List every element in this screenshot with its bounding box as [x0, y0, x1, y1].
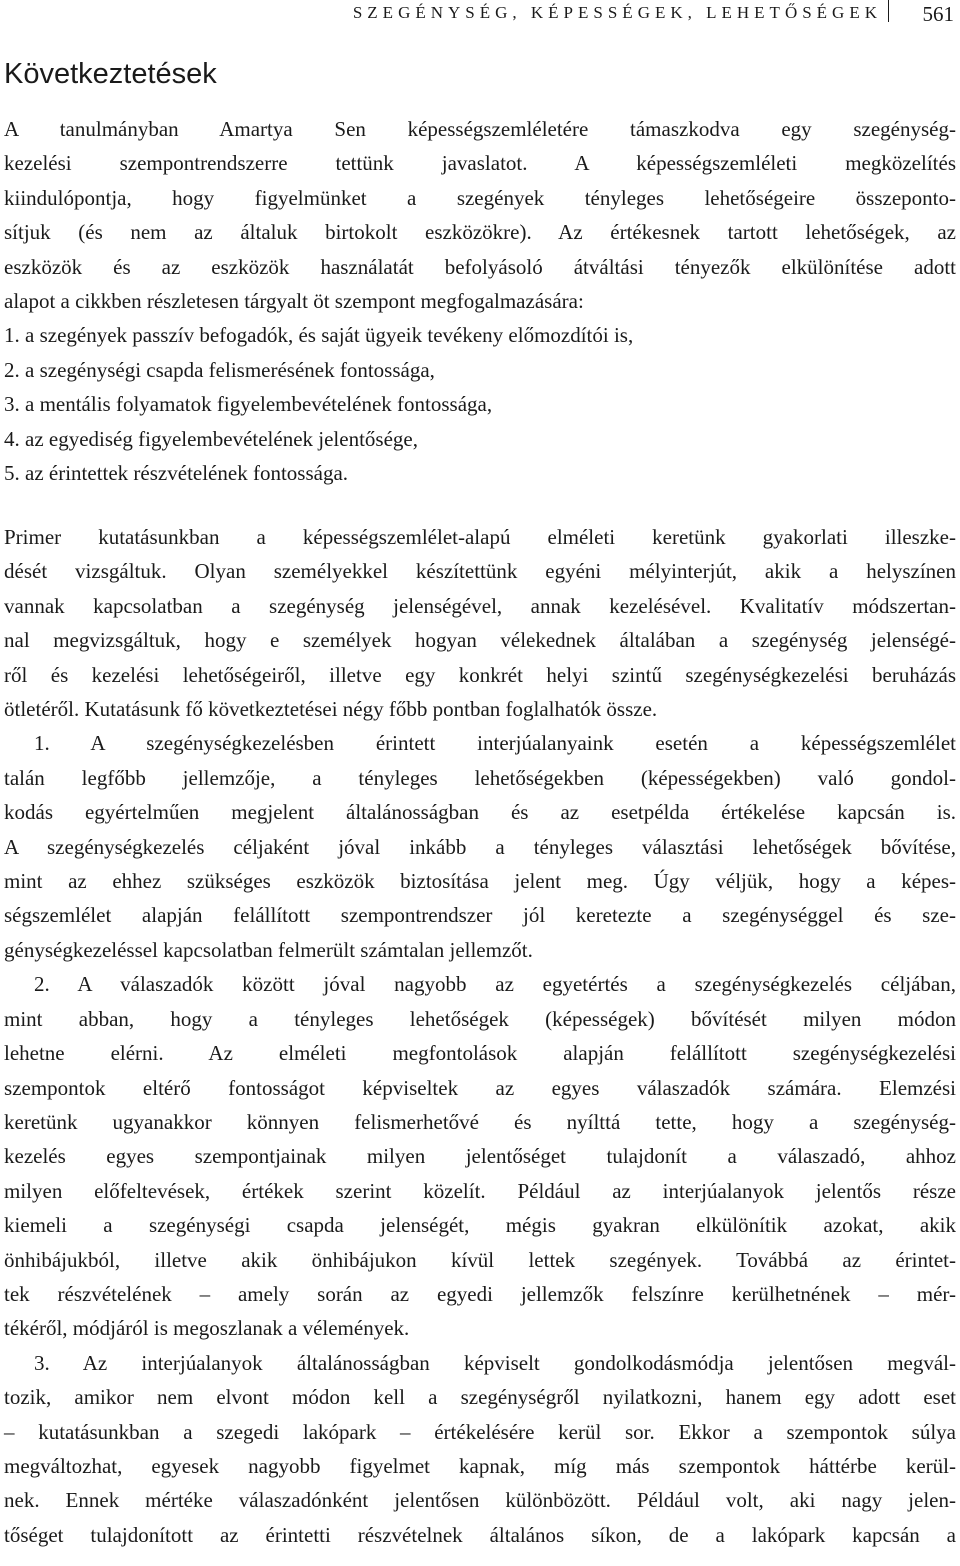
list-item: 1. a szegények passzív befogadók, és saját ügyeik tevékeny előmozdítói is,	[4, 323, 634, 348]
text-line: A szegénységkezelés céljaként jóval inkább a tényleges választási lehetőségek bővítése,	[4, 834, 956, 859]
list-item: 4. az egyediség figyelembevételének jelentősége,	[4, 426, 418, 451]
text-line: 2. A válaszadók között jóval nagyobb az egyetértés a szegénységkezelés céljában,	[34, 972, 956, 997]
text-line: 1. A szegénységkezelésben érintett interjúalanyaink esetén a képességszemlélet	[34, 731, 956, 756]
text-line: kodás egyértelműen megjelent általánosságban és az esetpélda értékelése kapcsán is.	[4, 800, 956, 825]
text-line: megváltozhat, egyesek nagyobb figyelmet kapnak, míg más szempontok háttérbe kerül-	[4, 1453, 956, 1478]
text-line: szempontok eltérő fontosságot képviseltek az egyes válaszadók számára. Elemzési	[4, 1075, 956, 1100]
text-line: ről és kezelési lehetőségeiről, illetve egy konkrét helyi szintű szegénységkezelési beruházás	[4, 662, 956, 687]
text-line: dését vizsgáltuk. Olyan személyekkel készítettünk egyéni mélyinterjút, akik a helyszínen	[4, 559, 956, 584]
text-line: sítjuk (és nem az általuk birtokolt eszközökre). Az értékesnek tartott lehetőségek, az	[4, 220, 956, 245]
section-heading: Következtetések	[4, 58, 217, 90]
text-line: tozik, amikor nem elvont módon kell a szegénységről nyilatkozni, hanem egy adott eset	[4, 1385, 956, 1410]
text-line: kiemeli a szegénységi csapda jelenségét, mégis gyakran elkülönítik azokat, akik	[4, 1213, 956, 1238]
text-line: tékéről, módjáról is megoszlanak a vélemények.	[4, 1316, 410, 1341]
intro-paragraph	[4, 112, 956, 490]
text-line: alapot a cikkben részletesen tárgyalt öt szempont megfogalmazására:	[4, 289, 584, 314]
text-line: önhibájukból, illetve akik önhibájukon kívül lettek szegények. Továbbá az érintet-	[4, 1247, 956, 1272]
text-line: tőséget tulajdonított az érintetti részvételnek általános síkon, de a lakópark kapcsán a	[4, 1522, 956, 1547]
text-line: A tanulmányban Amartya Sen képességszemléletére támaszkodva egy szegénység-	[4, 117, 956, 141]
text-line: kiindulópontja, hogy figyelmünket a szegények tényleges lehetőségeire összeponto-	[4, 185, 956, 210]
running-header	[0, 0, 960, 40]
text-line: keretünk ugyanakkor könnyen felismerhetővé és nyílttá tette, hogy a szegénység-	[4, 1109, 956, 1134]
text-line: – kutatásunkban a szegedi lakópark – értékelésére kerül sor. Ekkor a szempontok súlya	[4, 1419, 956, 1444]
text-line: génységkezeléssel kapcsolatban felmerült számtalan jellemzőt.	[4, 937, 533, 962]
text-line: nal megvizsgáltuk, hogy e személyek hogyan vélekednek általában a szegénység jelenségé-	[4, 628, 956, 653]
text-line: nek. Ennek mértéke válaszadónként jelentősen különbözött. Például volt, aki nagy jelen-	[4, 1488, 956, 1513]
list-item: 2. a szegénységi csapda felismerésének fontossága,	[4, 357, 435, 382]
text-line: kezelési szempontrendszerre tettünk javaslatot. A képességszemléleti megközelítés	[4, 151, 956, 176]
text-line: ségszemlélet alapján felállított szempontrendszer jól keretezte a szegénységgel és sze-	[4, 903, 956, 928]
text-line: mint abban, hogy a tényleges lehetőségek (képességek) bővítését milyen módon	[4, 1006, 956, 1031]
text-line: Primer kutatásunkban a képességszemlélet-alapú elméleti keretünk gyakorlati illeszke-	[4, 525, 956, 549]
page-number: 561	[922, 2, 954, 26]
text-line: tek részvételének – amely során az egyedi jellemzők felszínre kerülhetnének – mér-	[4, 1281, 956, 1306]
text-line: vannak kapcsolatban a szegénység jelenségével, annak kezelésével. Kvalitatív módszertan-	[4, 593, 956, 618]
text-line: milyen előfeltevések, értékek szerint közelít. Például az interjúalanyok jelentős része	[4, 1178, 956, 1203]
running-title: SZEGÉNYSÉG, KÉPESSÉGEK, LEHETŐSÉGEK	[352, 3, 882, 22]
body-text	[4, 520, 956, 1552]
text-line: 3. Az interjúalanyok általánosságban képviselt gondolkodásmódja jelentősen megvál-	[34, 1350, 956, 1375]
list-item: 5. az érintettek részvételének fontossága.	[4, 461, 349, 486]
header-divider	[888, 0, 889, 22]
text-line: talán legfőbb jellemzője, a tényleges lehetőségekben (képességekben) való gondol-	[4, 765, 956, 790]
text-line: kezelés egyes szempontjainak milyen jelentőséget tulajdonít a válaszadó, ahhoz	[4, 1144, 956, 1169]
text-line: mint az ehhez szükséges eszközök biztosítása jelent meg. Úgy véljük, hogy a képes-	[4, 869, 956, 894]
text-line: lehetne elérni. Az elméleti megfontolások alapján felállított szegénységkezelési	[4, 1041, 956, 1066]
text-line: eszközök és az eszközök használatát befolyásoló átváltási tényezők elkülönítése adott	[4, 254, 956, 279]
text-line: ötletéről. Kutatásunk fő következtetései négy főbb pontban foglalhatók össze.	[4, 697, 658, 722]
list-item: 3. a mentális folyamatok figyelembevételének fontossága,	[4, 392, 493, 417]
